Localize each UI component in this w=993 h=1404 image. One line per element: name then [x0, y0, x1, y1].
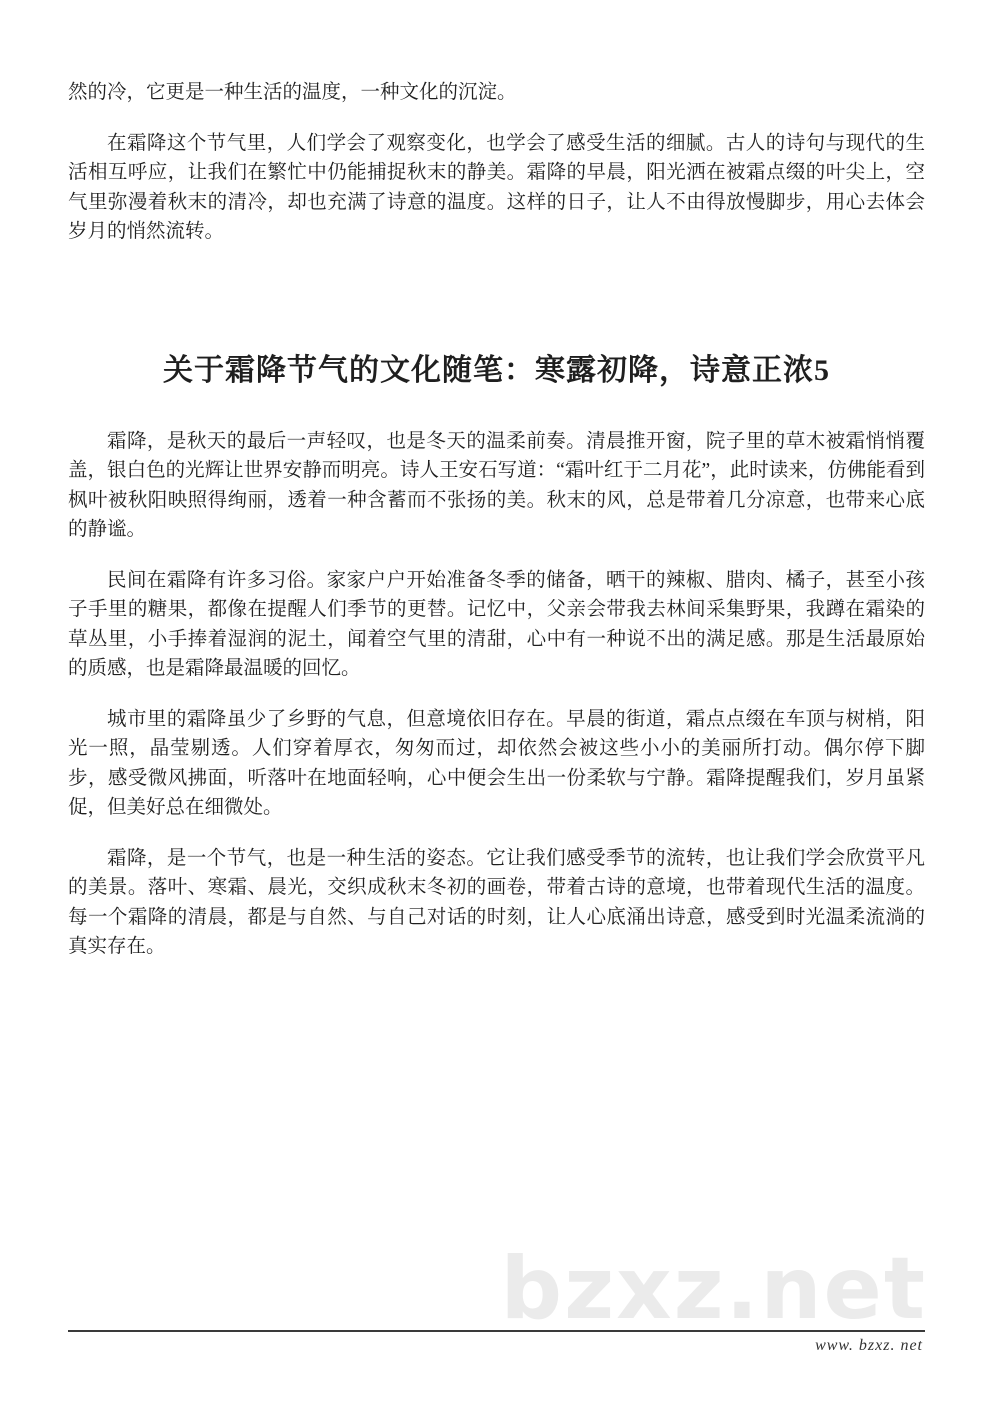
paragraph-body-2: 民间在霜降有许多习俗。家家户户开始准备冬季的储备，晒干的辣椒、腊肉、橘子，甚至小孩子手里的糖果，都像在提醒人们季节的更替。记忆中，父亲会带我去林间采集野果，我蹲在霜染的草丛里，小手捧着湿润的泥土，闻着空气里的清甜，心中有一种说不出的满足感。那是生活最原始的质感，也是霜降最温暖的回忆。 — [68, 569, 925, 679]
paragraph-intro: 在霜降这个节气里，人们学会了观察变化，也学会了感受生活的细腻。古人的诗句与现代的生活相互呼应，让我们在繁忙中仍能捕捉秋末的静美。霜降的早晨，阳光洒在被霜点缀的叶尖上，空气里弥漫着秋末的清冷，却也充满了诗意的温度。这样的日子，让人不由得放慢脚步，用心去体会岁月的悄然流转。 — [68, 132, 925, 242]
footer-divider — [68, 1330, 925, 1332]
footer-site-url: www. bzxz. net — [815, 1337, 923, 1354]
watermark-logo: bzxz.net — [500, 1239, 927, 1339]
paragraph-body-4: 霜降，是一个节气，也是一种生活的姿态。它让我们感受季节的流转，也让我们学会欣赏平凡的美景。落叶、寒霜、晨光，交织成秋末冬初的画卷，带着古诗的意境，也带着现代生活的温度。每一个霜降的清晨，都是与自然、与自己对话的时刻，让人心底涌出诗意，感受到时光温柔流淌的真实存在。 — [68, 847, 925, 957]
article-title: 关于霜降节气的文化随笔：寒露初降，诗意正浓5 — [163, 353, 830, 387]
paragraph-body-1: 霜降，是秋天的最后一声轻叹，也是冬天的温柔前奏。清晨推开窗，院子里的草木被霜悄悄覆盖，银白色的光辉让世界安静而明亮。诗人王安石写道：“霜叶红于二月花”，此时读来，仿佛能看到枫叶被秋阳映照得绚丽，透着一种含蓄而不张扬的美。秋末的风，总是带着几分凉意，也带来心底的静谧。 — [68, 430, 925, 540]
paragraph-continuation: 然的冷，它更是一种生活的温度，一种文化的沉淀。 — [68, 82, 517, 103]
paragraph-body-3: 城市里的霜降虽少了乡野的气息，但意境依旧存在。早晨的街道，霜点点缀在车顶与树梢，阳光一照，晶莹剔透。人们穿着厚衣，匆匆而过，却依然会被这些小小的美丽所打动。偶尔停下脚步，感受微风拂面，听落叶在地面轻响，心中便会生出一份柔软与宁静。霜降提醒我们，岁月虽紧促，但美好总在细微处。 — [68, 708, 925, 818]
